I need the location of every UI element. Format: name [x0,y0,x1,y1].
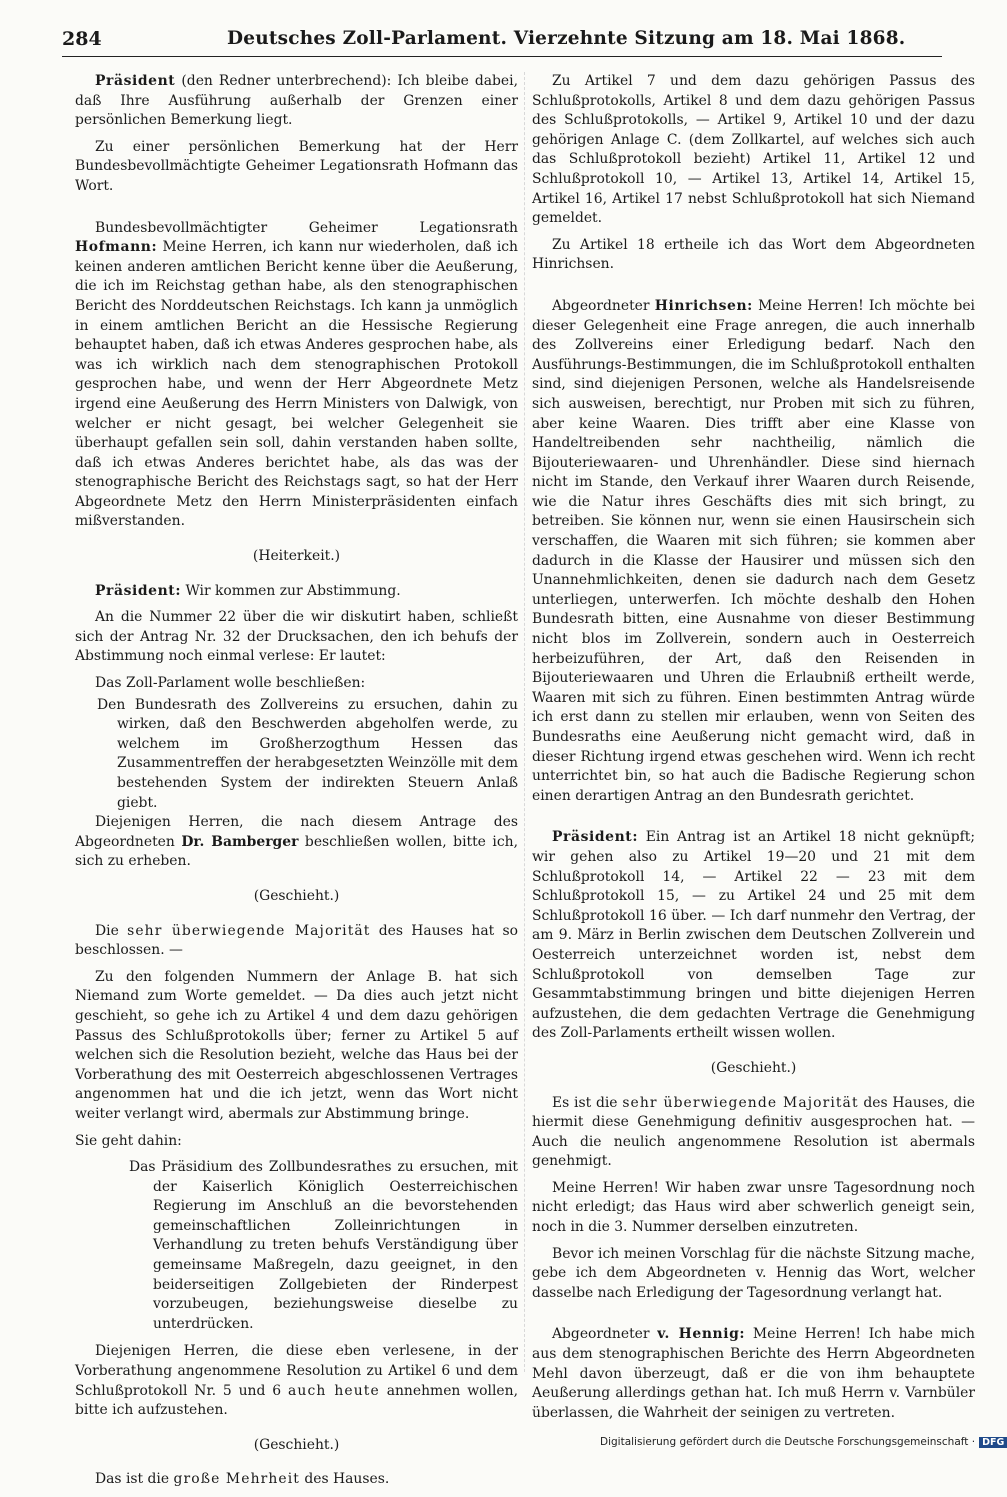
paragraph: Zu Artikel 18 ertheile ich das Wort dem Abgeordneten Hinrichsen. [532,236,975,273]
paragraph-text: (den Redner unterbrechend): Ich bleibe dabei, daß Ihre Ausführung außerhalb der Grenzen einer persönlichen Bemerkung liegt. [75,73,518,129]
paragraph [532,297,975,806]
speaker-title: Bundesbevollmächtigter Geheimer Legationsrath [95,219,518,236]
paragraph [75,72,518,131]
paragraph-text: beschließen wollen, bitte ich, sich zu erheben. [75,833,518,870]
paragraph-text: annehmen wollen, bitte ich aufzustehen. [75,1382,518,1419]
left-column [75,72,518,1497]
quote-intro: Das Zoll-Parlament wolle beschließen: [95,675,366,692]
speaker-name: Hofmann: [75,239,158,256]
paragraph-text: Ein Antrag ist an Artikel 18 nicht geknüpft; wir gehen also zu Artikel 19—20 und 21 mit dem Schlußprotokoll 14, — Artikel 22 — 23 mit dem Schlußprotokoll 15, — zu Artikel 24 und 25 mit dem Schlußprotokoll 16 über. — Ich darf nunmehr den Vertrag, der am 9. März in Berlin zwischen dem Deutschen Zollverein und Oesterreich unterzeichnet worden ist, nebst dem Schlußprotokoll von demselben Tage zur Gesammtabstimmung bringen und bitte diejenigen Herren aufzustehen, die dem gedachten Vertrage die Genehmigung des Zoll-Parlaments ertheilt wissen wollen. [532,829,975,1042]
paragraph-text: Diejenigen Herren, die diese eben verlesene, in der Vorberathung angenommene Resolution zu Artikel 6 und dem Schlußprotokoll Nr. 5 und 6 [75,1343,518,1399]
paragraph-text: des Hauses. [304,1471,390,1488]
paragraph: Zu einer persönlichen Bemerkung hat der Herr Bundesbevollmächtigte Geheimer Legationsrath Hofmann das Wort. [75,138,518,194]
paragraph: Zu Artikel 7 und dem dazu gehörigen Passus des Schlußprotokolls, Artikel 8 und dem dazu gehörigen Passus des Schlußprotokolls, — Artikel 9, Artikel 10 und der dazu gehörigen Anlage C. (dem Zollkartel, auf welches sich auch das Schlußprotokoll bezieht) Artikel 11, Artikel 12 und Schlußprotokoll 10, — Artikel 13, Artikel 14, Artikel 15, Artikel 16, Artikel 17 nebst Schlußprotokoll hat sich Niemand gemeldet. [532,73,975,227]
speaker-name: Präsident: [95,582,182,599]
spaced-emphasis: sehr überwiegende Majorität [622,1094,859,1111]
paragraph: Sie geht dahin: [75,1132,182,1149]
page-number: 284 [62,28,102,50]
paragraph: Zu den folgenden Nummern der Anlage B. hat sich Niemand zum Worte gemeldet. — Da dies auch jetzt nicht geschieht, so gehe ich zu Artikel 4 und dem dazu gehörigen Passus des Schlußprotokolls über; ferner zu Artikel 5 auf welchen sich die Resolution bezieht, welche das Haus bei der Vorberathung des mit Oesterreich abgeschlossenen Vertrages angenommen hat und die ich jetzt, wenn das Wort nicht weiter verlangt wird, abermals zur Abstimmung bringe. [75,968,518,1122]
paragraph [75,922,518,961]
paragraph: An die Nummer 22 über die wir diskutirt haben, schließt sich der Antrag Nr. 32 der Drucksachen, den ich behufs der Abstimmung noch einmal verlese: Er lautet: [75,609,518,665]
paragraph [75,1470,518,1490]
paragraph-text: Die [95,922,119,939]
paragraph-text: Meine Herren, ich kann nur wiederholen, daß ich keinen anderen amtlichen Bericht kenne über die Aeußerung, die ich im Reichstag gethan habe, als den stenographischen Bericht des Norddeutschen Reichstags. Ich kann ja unmöglich in einem amtlichen Bericht an die Hessische Regierung behauptet haben, daß ich etwas Anderes gesprochen habe, als was ich wirklich nach dem stenographischen Protokoll gesprochen habe, und wenn der Herr Abgeordnete Metz irgend eine Aeußerung des Herrn Ministers von Dalwigk, von welcher er nicht gesagt, bei welcher Gelegenheit sie überhaupt gefallen sein soll, dahin verstanden haben sollte, daß ich etwas Anderes berichtet habe, als das was der stenographische Bericht des Reichstags sagt, so hat der Herr Abgeordnete Metz den Herrn Ministerpräsidenten einfach mißverstanden. [75,239,518,530]
column-divider [524,72,525,1372]
speaker-name: v. Hennig: [657,1326,746,1343]
right-column [532,72,975,1430]
stage-direction: (Heiterkeit.) [252,548,341,565]
speaker-title: Abgeordneter [552,297,650,314]
paragraph [75,582,518,602]
paragraph-text: Wir kommen zur Abstimmung. [185,582,401,599]
paragraph [532,1094,975,1172]
digitization-credit [600,1436,1007,1448]
page-header [62,28,942,57]
stage-direction: (Geschieht.) [710,1059,797,1076]
speaker-name: Hinrichsen: [654,297,753,314]
speaker-title: Abgeordneter [552,1326,650,1343]
paragraph [75,219,518,533]
quote-block: Den Bundesrath des Zollvereins zu ersuchen, dahin zu wirken, daß den Beschwerden abgeholfen werde, zu welchem im Großherzogthum Hessen das Zusammentreffen der herabgesetzten Weinzölle mit dem bestehenden System der indirekten Steuern Anlaß giebt. [97,696,518,811]
paragraph [532,1325,975,1423]
paragraph-text: Das ist die [95,1471,170,1488]
speaker-name: Präsident [95,73,176,89]
running-title: Deutsches Zoll-Parlament. Vierzehnte Sitzung am 18. Mai 1868. [227,28,906,49]
paragraph-text: Diejenigen Herren, die nach diesem Antrage des Abgeordneten [75,814,518,850]
paragraph [532,828,975,1044]
spaced-emphasis: sehr überwiegende Majorität [127,922,371,939]
stage-direction: (Geschieht.) [253,1436,340,1453]
quote-block: Das Präsidium des Zollbundesrathes zu ersuchen, mit der Kaiserlich Königlich Oesterreichischen Regierung im Anschluß an die bevorstehenden gemeinschaftlichen Zolleinrichtungen in Verhandlung zu treten behufs Verständigung über gemeinsame Maßregeln, dazu geeignet, in den beiderseitigen Zollgebieten der Rinderpest vorzubeugen, beziehungsweise dieselbe zu unterdrücken. [129,1159,518,1332]
paragraph-text: des Hauses hat so beschlossen. — [75,922,519,959]
paragraph-text: Meine Herren! Ich habe mich aus dem stenographischen Berichte des Herrn Abgeordneten Mehl davon überzeugt, daß er die von ihm behauptete Aeußerung allerdings gethan hat. Ich muß Herrn v. Varnbüler überlassen, die Wahrheit der seinigen zu vertreten. [532,1326,975,1421]
spaced-emphasis: große Mehrheit [173,1471,300,1488]
paragraph [75,1342,518,1420]
paragraph: Bevor ich meinen Vorschlag für die nächste Sitzung mache, gebe ich dem Abgeordneten v. Hennig das Wort, welcher dasselbe nach Erledigung der Tagesordnung verlangt hat. [532,1245,975,1301]
credit-text: Digitalisierung gefördert durch die Deutsche Forschungsgemeinschaft · [600,1436,976,1448]
person-name: Dr. Bamberger [181,833,299,850]
dfg-logo: DFG [979,1437,1007,1448]
spaced-emphasis: auch heute [288,1382,380,1399]
speaker-name: Präsident: [552,829,639,846]
paragraph-text: Es ist die [552,1094,618,1111]
paragraph: Meine Herren! Wir haben zwar unsre Tagesordnung noch nicht erledigt; das Haus wird aber schwerlich geneigt sein, noch in die 3. Nummer derselben einzutreten. [532,1179,975,1236]
stage-direction: (Geschieht.) [253,887,340,904]
paragraph-text: Meine Herren! Ich möchte bei dieser Gelegenheit eine Frage anregen, die auch innerhalb des Zollvereins einer Erledigung bedarf. Nach den Ausführungs-Bestimmungen, die im Schlußprotokoll enthalten sind, sind diejenigen Personen, welche als Handelsreisende sich ausweisen, berechtigt, nur Proben mit sich zu führen, aber keine Waaren. Dies trifft aber eine Klasse von Handeltreibenden sehr nachtheilig, nämlich die Bijouteriewaaren- und Uhrenhändler. Diese sind hiernach nicht im Stande, den Verkauf ihrer Waaren durch Reisende, wie die Natur ihres Geschäfts dies mit sich bringt, zu betreiben. Sie können nur, wenn sie einen Hausirschein sich verschaffen, die Waaren mit sich führen; sie kommen aber dadurch in die Klasse der Hausirer und müssen sich den Unannehmlichkeiten, denen sie dadurch nach dem Gesetz unterliegen, unterwerfen. Ich möchte deshalb den Hohen Bundesrath bitten, eine Ausnahme von dieser Bestimmung nicht blos im Zollverein, sondern auch in Oesterreich herbeizuführen, der Art, daß den Reisenden in Bijouteriewaaren und Uhren die Erlaubniß ertheilt werde, Waaren mit sich zu führen. Einen bestimmten Antrag würde ich erst dann zu stellen mir erlauben, wenn von Seiten des Bundesraths eine Aeußerung nicht gemacht wird, daß in dieser Richtung irgend etwas geschehen wird. Wenn ich recht unterrichtet bin, so hat auch die Badische Regierung schon einen derartigen Antrag an den Bundesrath gerichtet. [532,297,976,804]
paragraph-text: des Hauses, die hiermit diese Genehmigung definitiv ausgesprochen hat. — Auch die neulich angenommene Resolution ist abermals genehmigt. [532,1094,975,1170]
paragraph [75,813,518,872]
